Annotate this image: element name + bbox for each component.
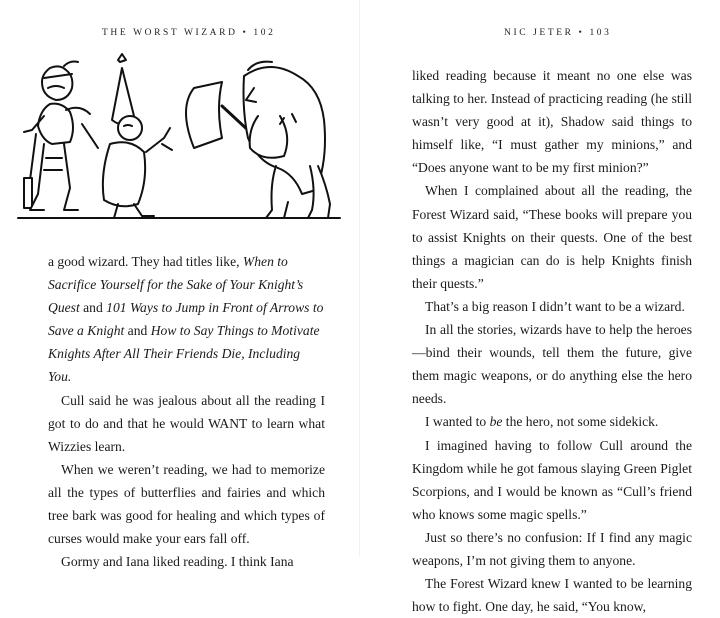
book-title: When to Sacrifice Yourself for the Sake of Your Knight’s Quest — [48, 254, 304, 316]
knight-figure — [24, 62, 90, 211]
text-run: and — [124, 323, 151, 339]
paragraph: Cull said he was jealous about all the reading I got to do and that he would WANT to learn what Wizzies learn. — [48, 392, 325, 454]
text-run: and — [79, 300, 107, 316]
paragraph: When I complained about all the reading, the Forest Wizard said, “These books will prepare you to assist Knights on their quests. One of the best things a magician can do is help Knights finish their quests.” — [412, 183, 692, 291]
paragraph — [412, 410, 692, 433]
left-body-text — [48, 250, 325, 573]
paragraph: When we weren’t reading, we had to memorize all the types of butterflies and fairies and which tree bark was good for healing and which types of curses would make your ears fall off. — [48, 461, 325, 547]
right-running-head: NIC JETER • 103 — [504, 28, 612, 38]
book-title: 101 Ways to Jump in Front of Arrows to Save a Knight — [48, 300, 324, 339]
paragraph: Gormy and Iana liked reading. I think Iana — [61, 554, 294, 570]
ogre-figure — [186, 62, 330, 218]
knight-wizard-ogre-illustration — [14, 48, 348, 236]
paragraph: That’s a big reason I didn’t want to be a wizard. — [425, 298, 685, 314]
left-running-head: THE WORST WIZARD • 102 — [102, 28, 276, 38]
wizard-figure — [82, 54, 172, 218]
emphasis: be — [489, 414, 503, 430]
paragraph: In all the stories, wizards have to help the heroes—bind their wounds, tell them the future, give them magic weapons, or do anything else the hero needs. — [412, 322, 692, 407]
paragraph: Just so there’s no confusion: If I find any magic weapons, I’m not giving them to anyone. — [412, 529, 692, 568]
paragraph — [48, 250, 325, 389]
text-run: the hero, not some sidekick. — [502, 414, 659, 430]
text-run: I wanted to — [425, 414, 490, 430]
left-page — [0, 0, 360, 570]
paragraph: liked reading because it meant no one else was talking to her. Instead of practicing reading (he still wasn’t very good at it), Shadow said things to himself like, “I must gather my minions,” and “Does anyone want to be my first minion?” — [412, 68, 692, 176]
paragraph: I imagined having to follow Cull around the Kingdom while he got famous slaying Green Piglet Scorpions, and I would be known as “Cull’s friend who knows some magic spells.” — [412, 437, 692, 522]
right-page — [360, 0, 720, 615]
text-run: a good wizard. They had titles like, — [48, 254, 243, 269]
book-title: How to Say Things to Motivate Knights After All Their Friends Die, Including You. — [48, 323, 320, 385]
paragraph: The Forest Wizard knew I wanted to be learning how to fight. One day, he said, “You know, — [412, 576, 692, 615]
right-body-text — [412, 64, 692, 618]
